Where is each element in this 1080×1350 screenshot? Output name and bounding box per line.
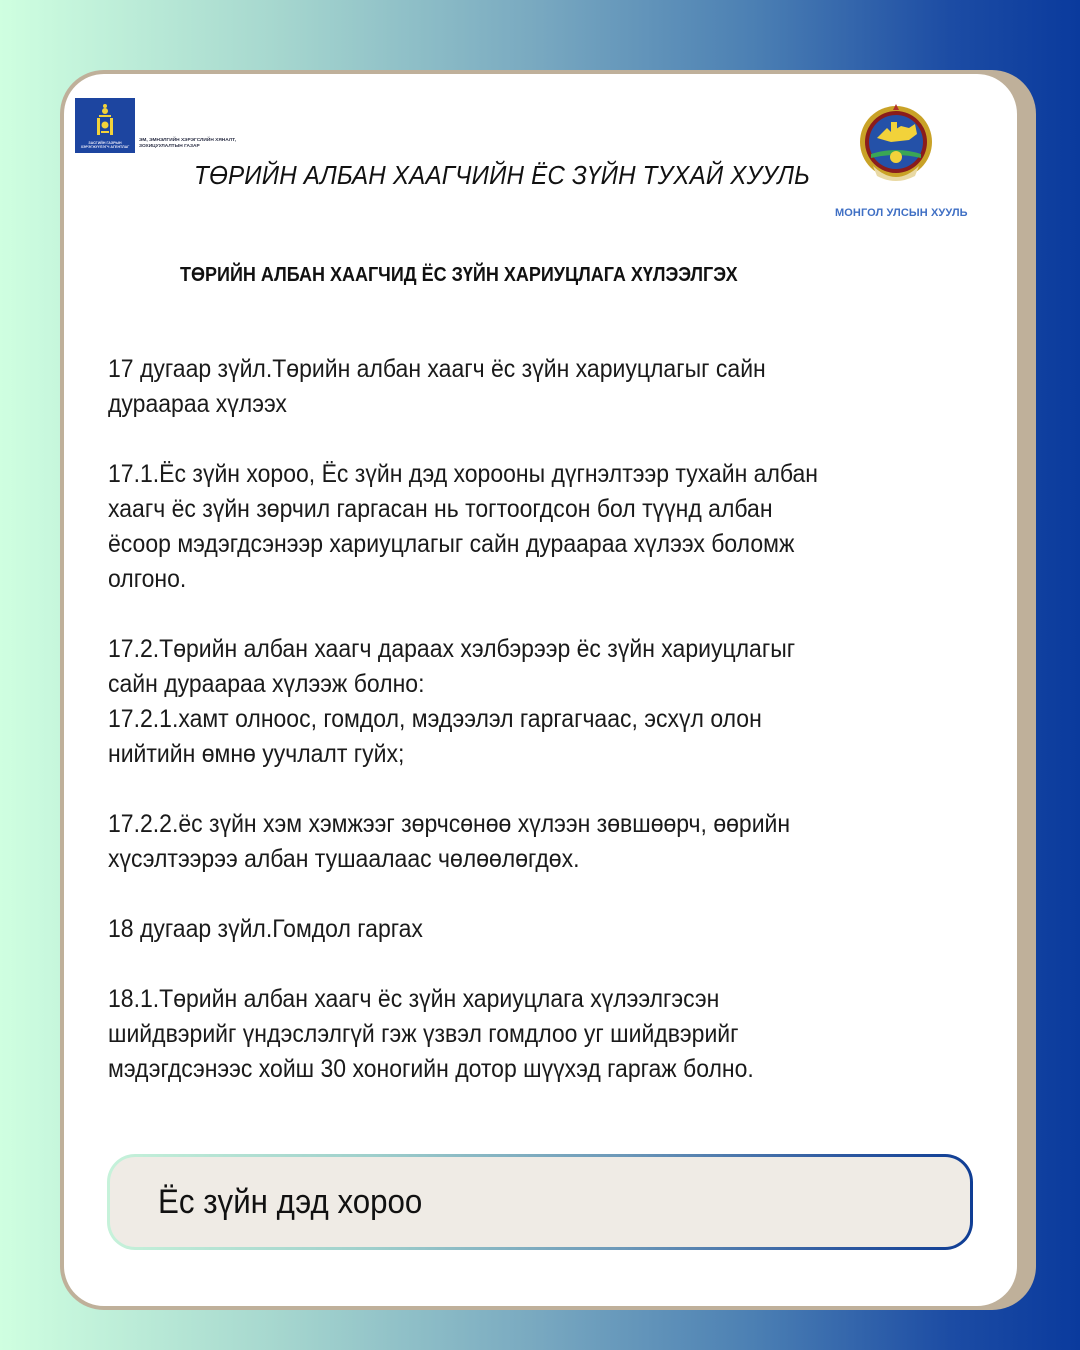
agency-emblem (75, 98, 135, 153)
article-17-heading: 17 дугаар зүйл.Төрийн албан хаагч ёс зүйн хариуцлагыг сайн дураараа хүлээх (108, 355, 766, 418)
soyombo-emblem-icon (96, 103, 114, 137)
clause-18-1: 18.1.Төрийн албан хаагч ёс зүйн хариуцлага хүлээлгэсэн шийдвэрийг үндэслэлгүй гэж үзвэл гомдлоо уг шийдвэрийг мэдэгдсэнээс хойш 30 хоногийн дотор шүүхэд гаргаж болно. (108, 985, 754, 1083)
state-emblem-label: МОНГОЛ УЛСЫН ХУУЛЬ (835, 207, 968, 219)
agency-emblem-caption: ЗАСГИЙН ГАЗРЫН ХЭРЭГЖҮҮЛЭГЧ АГЕНТЛАГ (80, 141, 130, 149)
clause-17-2-2: 17.2.2.ёс зүйн хэм хэмжээг зөрчсөнөө хүлээн зөвшөөрч, өөрийн хүсэлтээрээ албан тушаалаас чөлөөлөгдөх. (108, 810, 791, 873)
chapter-title: ТӨРИЙН АЛБАН ХААГЧИД ЁС ЗҮЙН ХАРИУЦЛАГА ХҮЛЭЭЛГЭХ (180, 264, 738, 286)
state-emblem-icon (857, 102, 935, 186)
law-body (108, 352, 968, 1087)
agency-logo (75, 98, 249, 153)
agency-name: ЭМ, ЭМНЭЛГИЙН ХЭРЭГСЛИЙН ХЯНАЛТ, ЗОХИЦУУЛАЛТЫН ГАЗАР (139, 138, 236, 149)
content-card (64, 74, 1017, 1306)
article-18-heading: 18 дугаар зүйл.Гомдол гаргах (108, 915, 423, 943)
law-title: ТӨРИЙН АЛБАН ХААГЧИЙН ЁС ЗҮЙН ТУХАЙ ХУУЛЬ (194, 160, 811, 190)
clause-17-1: 17.1.Ёс зүйн хороо, Ёс зүйн дэд хорооны дүгнэлтээр тухайн албан хаагч ёс зүйн зөрчил гаргасан нь тогтоогдсон бол түүнд албан ёсоор мэдэгдсэнээр хариуцлагыг сайн дураараа хүлээх боломж олгоно. (108, 460, 819, 593)
footer-label: Ёс зүйн дэд хороо (158, 1182, 423, 1221)
clause-17-2: 17.2.Төрийн албан хаагч дараах хэлбэрээр ёс зүйн хариуцлагыг сайн дураараа хүлээж болно: 17.2.1.хамт олноос, гомдол, мэдээлэл гаргагчаас, эсхүл олон нийтийн өмнө уучлалт гуйх; (108, 635, 796, 768)
footer-banner (107, 1154, 973, 1250)
footer-banner-inner (110, 1157, 970, 1247)
